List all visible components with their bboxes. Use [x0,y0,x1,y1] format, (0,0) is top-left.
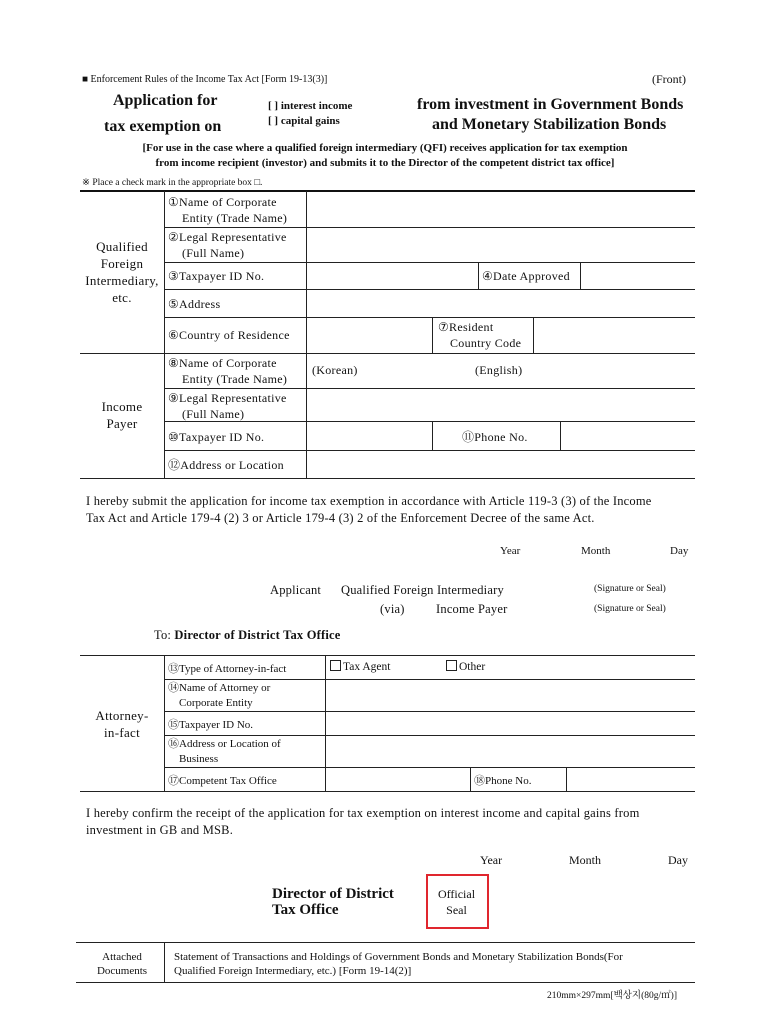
field-15-label: ⑮Taxpayer ID No. [168,719,254,731]
label-line: ⑭Name of Attorney or [168,682,271,694]
field-8-label [168,355,287,387]
title-left-line2: tax exemption on [104,118,222,135]
date-month-label: Month [581,545,611,557]
field-12-label: ⑫Address or Location [168,458,284,472]
label-line: Entity (Trade Name) [182,211,288,225]
declaration-line1: I hereby submit the application for income tax exemption in accordance with Article 119-3 (3) of the Income [86,494,652,508]
cell-line [560,421,561,450]
cell-line [533,317,534,353]
title-right-line1: from investment in Government Bonds [417,96,684,113]
other-option[interactable] [446,660,485,673]
field-9-label [168,390,287,422]
legal-representative-input[interactable] [308,228,694,261]
section-line [76,942,695,943]
field-2-label [168,229,287,261]
label-divider-line [306,191,307,478]
attorney-section-heading [80,707,164,741]
section-line [76,982,695,983]
label-line: Country Code [450,336,522,350]
checkbox-note: ※ Place a check mark in the appropriate box □. [82,178,263,188]
income-payer-heading [80,398,164,432]
date2-day-label: Day [668,853,688,867]
cell-line [478,262,479,289]
taxpayer-id-input[interactable] [308,263,476,288]
attorney-phone-input[interactable] [568,768,694,790]
country-code-input[interactable] [535,318,694,352]
official-seal-label [426,886,487,918]
date-day-label: Day [670,545,689,557]
paper-size-footer: 210mm×297mm[백상지(80g/㎡)] [547,991,677,1001]
tax-agent-checkbox[interactable] [330,660,341,671]
section-line [80,478,695,479]
date-approved-input[interactable] [582,263,694,288]
label-line: ⑨Legal Representative [168,391,287,405]
label-line: Entity (Trade Name) [182,372,288,386]
applicant-via: (via) [380,602,405,616]
subtitle-line2: from income recipient (investor) and submits it to the Director of the competent district tax office] [155,157,615,169]
field-11-label: ⑪Phone No. [462,430,528,444]
cell-line [566,767,567,791]
field-4-label: ④Date Approved [482,269,570,283]
korean-name-label: (Korean) [312,363,358,377]
confirmation-line1: I hereby confirm the receipt of the application for tax exemption on interest income and capital gains from [86,806,640,820]
payer-representative-input[interactable] [308,389,694,420]
field-18-label: ⑱Phone No. [474,775,532,787]
field-17-label: ⑰Competent Tax Office [168,775,277,787]
attached-text-line: Statement of Transactions and Holdings of Government Bonds and Monetary Stabilization Bonds(For [174,951,623,963]
section-line [80,791,695,792]
other-label: Other [459,661,486,673]
applicant-label: Applicant [270,583,322,597]
payer-name-input[interactable] [308,378,694,387]
attached-documents-text [174,950,623,978]
qfi-heading-line: etc. [112,290,132,305]
to-recipient: Director of District Tax Office [174,628,341,642]
option-interest-income[interactable]: [ ] interest income [268,100,353,112]
label-line: (Full Name) [182,246,245,260]
field-14-label [168,681,270,711]
tax-agent-label: Tax Agent [343,661,391,673]
cell-line [164,942,165,982]
other-checkbox[interactable] [446,660,457,671]
label-line: ①Name of Corporate [168,195,277,209]
competent-tax-office-input[interactable] [327,768,468,790]
cell-line [432,317,433,353]
director-line2: Tax Office [272,902,339,918]
attached-documents-label [80,950,164,978]
signature-field-1[interactable]: (Signature or Seal) [594,584,666,594]
declaration-line2: Tax Act and Article 179-4 (2) 3 or Article 179-4 (3) 2 of the Enforcement Decree of the same Act. [86,511,595,525]
option-capital-gains[interactable]: [ ] capital gains [268,115,340,127]
label-line: ②Legal Representative [168,230,287,244]
field-16-label [168,737,281,767]
qfi-heading-line: Intermediary, [85,273,159,288]
seal-line: Official [437,887,476,901]
attorney-heading-line: Attorney- [95,708,149,723]
section-divider-line [164,655,165,791]
signature-field-2[interactable]: (Signature or Seal) [594,604,666,614]
cell-line [470,767,471,791]
label-line: Business [179,753,219,765]
payer-taxpayer-id-input[interactable] [308,422,430,449]
country-of-residence-input[interactable] [308,318,430,352]
qfi-heading-line: Foreign [100,256,144,271]
field-13-label: ⑬Type of Attorney-in-fact [168,663,287,675]
applicant-income-payer: Income Payer [436,602,508,616]
field-6-label: ⑥Country of Residence [168,328,290,342]
label-line: Documents [96,965,148,977]
page-side-label: (Front) [652,72,686,86]
title-right-line2: and Monetary Stabilization Bonds [432,116,667,133]
attorney-heading-line: in-fact [103,725,141,740]
label-line: (Full Name) [182,407,245,421]
address-input[interactable] [308,290,694,316]
confirmation-line2: investment in GB and MSB. [86,823,234,837]
payer-heading-line: Income [101,399,143,414]
label-line: ⑯Address or Location of [168,738,281,750]
seal-line: Seal [446,903,467,917]
qfi-section-heading [80,238,164,306]
section-line [80,353,695,354]
field-3-label: ③Taxpayer ID No. [168,269,265,283]
subtitle-line1: [For use in the case where a qualified foreign intermediary (QFI) receives application for tax exemption [142,142,628,154]
payer-address-input[interactable] [308,451,694,477]
attached-text-line: Qualified Foreign Intermediary, etc.) [Form 19-14(2)] [174,965,412,977]
label-line: ⑦Resident [438,320,494,334]
section-divider-line [164,191,165,478]
payer-heading-line: Payer [106,416,138,431]
to-prefix: To: [154,628,172,642]
label-line: Corporate Entity [179,697,253,709]
tax-agent-option[interactable] [330,660,390,673]
attorney-address-input[interactable] [327,736,694,766]
date2-year-label: Year [480,853,503,867]
corporate-name-input[interactable] [308,192,694,226]
cell-line [580,262,581,289]
field-1-label [168,194,287,226]
date2-month-label: Month [569,853,602,867]
to-line [154,628,341,643]
title-left-line1: Application for [113,92,218,109]
applicant-qfi: Qualified Foreign Intermediary [341,583,504,597]
date-year-label: Year [500,545,521,557]
field-10-label: ⑩Taxpayer ID No. [168,430,265,444]
label-divider-line [325,655,326,791]
section-line [80,655,695,656]
form-reference: ■ Enforcement Rules of the Income Tax Act [Form 19-13(3)] [82,74,328,85]
label-line: Attached [102,951,142,963]
director-line1: Director of District [272,886,394,902]
english-name-label: (English) [475,363,523,377]
attorney-name-input[interactable] [327,680,694,710]
label-line: ⑧Name of Corporate [168,356,277,370]
field-7-label [438,319,521,351]
cell-line [432,421,433,450]
field-5-label: ⑤Address [168,297,221,311]
attorney-taxpayer-id-input[interactable] [327,712,694,734]
payer-phone-input[interactable] [562,422,694,449]
qfi-heading-line: Qualified [96,239,148,254]
